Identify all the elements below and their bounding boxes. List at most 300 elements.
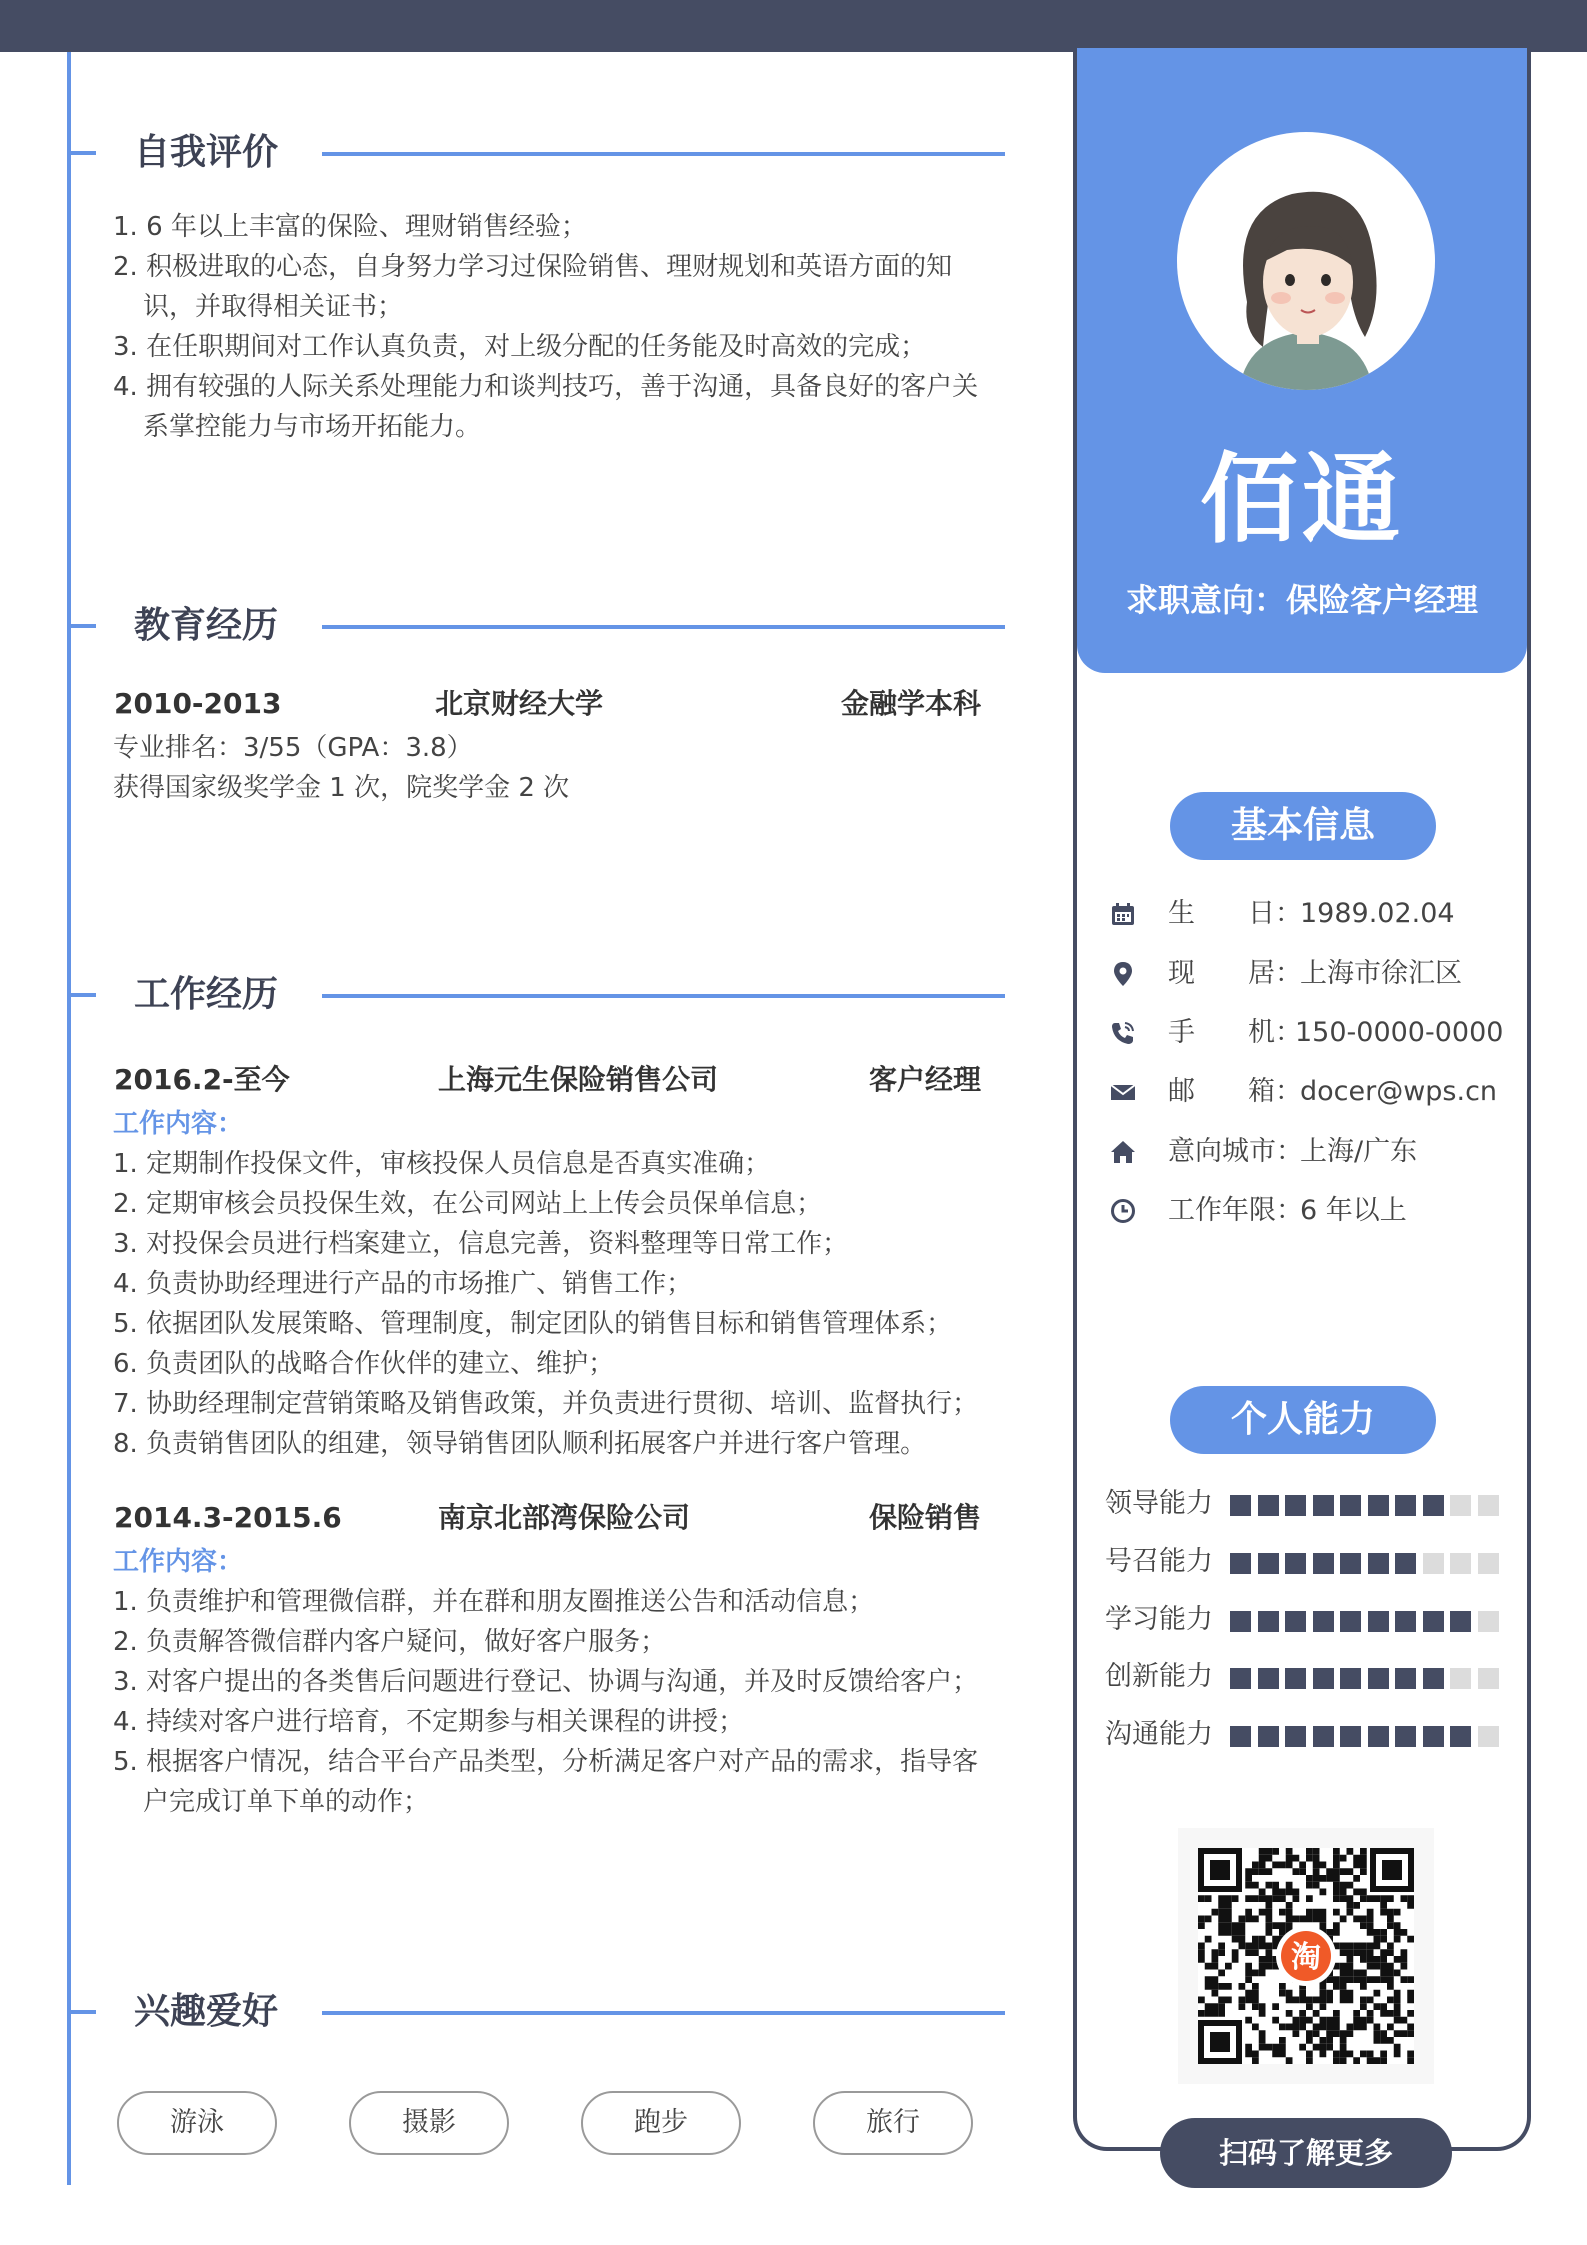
scan-more-button[interactable]: 扫码了解更多 <box>1160 2118 1452 2188</box>
qr-module <box>1252 1882 1259 1889</box>
info-value: docer@wps.cn <box>1300 1076 1498 1107</box>
qr-module <box>1394 1956 1401 1963</box>
qr-module <box>1252 2057 1259 2064</box>
hobby-tag: 旅行 <box>813 2091 973 2155</box>
qr-module <box>1252 2024 1259 2031</box>
qr-module <box>1387 1970 1394 1977</box>
top-banner <box>0 0 1587 52</box>
qr-module <box>1218 1970 1225 1977</box>
work-job-1 <box>113 1056 983 1464</box>
job-content-label: 工作内容： <box>113 1109 244 1139</box>
qr-module <box>1367 1956 1374 1963</box>
qr-module <box>1252 1943 1259 1950</box>
qr-module <box>1306 2057 1313 2064</box>
qr-module <box>1394 2003 1401 2010</box>
info-label: 意向城市： <box>1168 1136 1303 1167</box>
qr-module <box>1374 1990 1381 1997</box>
qr-module <box>1326 1929 1333 1936</box>
qr-module <box>1198 1949 1205 1956</box>
qr-module <box>1286 1862 1293 1869</box>
qr-module <box>1380 1949 1387 1956</box>
qr-module <box>1374 2037 1381 2044</box>
qr-module <box>1380 1936 1387 1943</box>
qr-module <box>1333 1929 1340 1936</box>
qr-module <box>1266 1848 1273 1855</box>
qr-module <box>1259 2010 1266 2017</box>
qr-module <box>1232 1922 1239 1929</box>
qr-module <box>1198 1916 1205 1923</box>
qr-module <box>1394 2051 1401 2058</box>
skill-level-filled <box>1313 1495 1334 1516</box>
avatar-illustration <box>1177 132 1435 390</box>
qr-module <box>1245 1916 1252 1923</box>
qr-module <box>1313 2010 1320 2017</box>
qr-module <box>1353 2057 1360 2064</box>
section-hobbies-header <box>70 1982 1005 2042</box>
qr-module <box>1299 1997 1306 2004</box>
qr-module <box>1333 1976 1340 1983</box>
qr-module <box>1401 2030 1408 2037</box>
qr-module <box>1360 1983 1367 1990</box>
qr-module <box>1394 1990 1401 1997</box>
qr-module <box>1333 1862 1340 1869</box>
qr-module <box>1232 1949 1239 1956</box>
qr-module <box>1259 2030 1266 2037</box>
qr-module <box>1313 1997 1320 2004</box>
qr-module <box>1340 1889 1347 1896</box>
skill-level-empty <box>1478 1495 1499 1516</box>
qr-module <box>1313 1868 1320 1875</box>
qr-module <box>1333 1895 1340 1902</box>
skill-level-filled <box>1230 1495 1251 1516</box>
qr-module <box>1252 2003 1259 2010</box>
info-intended-city <box>1110 1130 1530 1174</box>
qr-module <box>1394 1909 1401 1916</box>
qr-module <box>1266 1956 1273 1963</box>
qr-module <box>1239 1936 1246 1943</box>
skill-row <box>1105 1657 1505 1697</box>
qr-module <box>1266 1902 1273 1909</box>
qr-module <box>1374 2024 1381 2031</box>
qr-module <box>1313 1855 1320 1862</box>
skill-level-filled <box>1313 1668 1334 1689</box>
qr-module <box>1407 2030 1414 2037</box>
qr-module <box>1272 1848 1279 1855</box>
qr-module <box>1252 2051 1259 2058</box>
qr-module <box>1313 2024 1320 2031</box>
qr-module <box>1252 1916 1259 1923</box>
timeline-tick <box>70 624 96 628</box>
qr-module <box>1198 1956 1205 1963</box>
qr-module <box>1212 1983 1219 1990</box>
qr-module <box>1401 1949 1408 1956</box>
qr-module <box>1326 2017 1333 2024</box>
section-title: 工作经历 <box>134 974 279 1015</box>
qr-module <box>1286 1902 1293 1909</box>
qr-module <box>1360 1889 1367 1896</box>
qr-module <box>1245 1970 1252 1977</box>
info-label: 工作年限： <box>1168 1195 1303 1226</box>
list-item: 4. 负责协助经理进行产品的市场推广、销售工作； <box>113 1269 693 1299</box>
qr-module <box>1401 1956 1408 1963</box>
qr-module <box>1347 1943 1354 1950</box>
qr-module <box>1293 1916 1300 1923</box>
qr-module <box>1367 1997 1374 2004</box>
qr-module <box>1313 2044 1320 2051</box>
info-birthday <box>1110 892 1530 936</box>
qr-module <box>1279 2051 1286 2058</box>
qr-module <box>1245 1875 1252 1882</box>
qr-module <box>1407 1895 1414 1902</box>
timeline-tick <box>70 151 96 155</box>
list-item: 8. 负责销售团队的组建，领导销售团队顺利拓展客户并进行客户管理。 <box>113 1429 927 1459</box>
info-label-suffix: 箱： <box>1248 1076 1302 1107</box>
qr-module <box>1266 1882 1273 1889</box>
qr-module <box>1259 2044 1266 2051</box>
list-item: 3. 在任职期间对工作认真负责，对上级分配的任务能及时高效的完成； <box>113 332 927 362</box>
qr-module <box>1225 1963 1232 1970</box>
qr-module <box>1245 1868 1252 1875</box>
qr-module <box>1266 1868 1273 1875</box>
qr-module <box>1320 1916 1327 1923</box>
skill-level-filled <box>1423 1726 1444 1747</box>
qr-module <box>1313 1916 1320 1923</box>
skill-level-filled <box>1285 1553 1306 1574</box>
job-period: 2014.3-2015.6 <box>114 1501 342 1534</box>
qr-module <box>1286 2024 1293 2031</box>
qr-module <box>1340 1943 1347 1950</box>
qr-module <box>1320 1990 1327 1997</box>
qr-module <box>1367 1895 1374 1902</box>
qr-module <box>1360 1922 1367 1929</box>
skill-row <box>1105 1484 1505 1524</box>
list-item: 4. 拥有较强的人际关系处理能力和谈判技巧，善于沟通，具备良好的客户关系掌控能力与市场开拓能力。 <box>113 372 979 442</box>
qr-module <box>1340 2044 1347 2051</box>
qr-code[interactable] <box>1178 1828 1434 2084</box>
qr-module <box>1306 2003 1313 2010</box>
qr-module <box>1286 1909 1293 1916</box>
qr-module <box>1259 1848 1266 1855</box>
qr-module <box>1218 1909 1225 1916</box>
qr-module <box>1259 1943 1266 1950</box>
qr-module <box>1407 1936 1414 1943</box>
qr-module <box>1367 2057 1374 2064</box>
qr-module <box>1380 2037 1387 2044</box>
qr-module <box>1380 2057 1387 2064</box>
qr-module <box>1272 1895 1279 1902</box>
skill-level-filled <box>1423 1611 1444 1632</box>
qr-module <box>1380 1895 1387 1902</box>
qr-module <box>1212 1909 1219 1916</box>
skill-level-empty <box>1478 1726 1499 1747</box>
qr-module <box>1320 2037 1327 2044</box>
qr-module <box>1218 1895 1225 1902</box>
location-pin-icon <box>1110 961 1136 987</box>
qr-module <box>1293 2024 1300 2031</box>
qr-module <box>1266 1916 1273 1923</box>
qr-module <box>1320 1997 1327 2004</box>
qr-module <box>1326 2024 1333 2031</box>
qr-module <box>1279 1922 1286 1929</box>
qr-module <box>1367 2051 1374 2058</box>
qr-module <box>1266 1855 1273 1862</box>
qr-module <box>1353 1902 1360 1909</box>
qr-module <box>1279 2037 1286 2044</box>
qr-module <box>1313 1882 1320 1889</box>
qr-module <box>1380 1963 1387 1970</box>
skill-level-filled <box>1340 1553 1361 1574</box>
qr-module <box>1340 1949 1347 1956</box>
qr-module <box>1272 2044 1279 2051</box>
qr-module <box>1320 2024 1327 2031</box>
qr-module <box>1374 1936 1381 1943</box>
qr-module <box>1326 1976 1333 1983</box>
qr-module <box>1239 1997 1246 2004</box>
qr-module <box>1245 1909 1252 1916</box>
qr-module <box>1367 1916 1374 1923</box>
qr-module <box>1353 2010 1360 2017</box>
qr-module <box>1401 2017 1408 2024</box>
qr-module <box>1347 1963 1354 1970</box>
avatar <box>1177 132 1435 390</box>
qr-module <box>1205 1976 1212 1983</box>
qr-module <box>1360 1855 1367 1862</box>
qr-module <box>1320 2044 1327 2051</box>
info-label: 手 <box>1168 1017 1195 1048</box>
section-title: 自我评价 <box>134 132 279 173</box>
qr-module <box>1333 1909 1340 1916</box>
qr-module <box>1347 1949 1354 1956</box>
qr-module <box>1347 2051 1354 2058</box>
qr-module <box>1353 1970 1360 1977</box>
qr-module <box>1340 1916 1347 1923</box>
qr-module <box>1360 1970 1367 1977</box>
qr-module <box>1245 1882 1252 1889</box>
skill-level-filled <box>1258 1726 1279 1747</box>
info-value: 上海市徐汇区 <box>1300 958 1462 989</box>
qr-module <box>1360 1868 1367 1875</box>
list-item: 5. 根据客户情况，结合平台产品类型，分析满足客户对产品的需求，指导客户完成订单下单的动作； <box>113 1747 979 1817</box>
list-item: 2. 定期审核会员投保生效，在公司网站上上传会员保单信息； <box>113 1189 823 1219</box>
skill-level-filled <box>1395 1726 1416 1747</box>
info-residence <box>1110 952 1530 996</box>
qr-module <box>1374 1963 1381 1970</box>
qr-module <box>1340 2030 1347 2037</box>
skill-level-filled <box>1368 1726 1389 1747</box>
qr-module <box>1259 1909 1266 1916</box>
qr-module <box>1320 2017 1327 2024</box>
list-item: 3. 对投保会员进行档案建立，信息完善，资料整理等日常工作； <box>113 1229 849 1259</box>
qr-module <box>1218 1902 1225 1909</box>
education-content <box>113 680 983 808</box>
qr-module <box>1374 1976 1381 1983</box>
qr-module <box>1299 2024 1306 2031</box>
job-intent: 求职意向：保险客户经理 <box>1125 581 1478 619</box>
qr-module <box>1374 2057 1381 2064</box>
qr-module <box>1279 1990 1286 1997</box>
qr-module <box>1333 2057 1340 2064</box>
qr-module <box>1259 1889 1266 1896</box>
info-value: 6 年以上 <box>1300 1195 1407 1226</box>
qr-module <box>1245 1997 1252 2004</box>
qr-module <box>1313 2030 1320 2037</box>
qr-module <box>1306 1875 1313 1882</box>
qr-module <box>1340 2051 1347 2058</box>
qr-module <box>1360 2024 1367 2031</box>
skill-label: 号召能力 <box>1105 1546 1213 1577</box>
qr-module <box>1326 1997 1333 2004</box>
skill-level-filled <box>1313 1611 1334 1632</box>
qr-module <box>1279 2024 1286 2031</box>
qr-module <box>1387 1976 1394 1983</box>
qr-module <box>1212 2003 1219 2010</box>
qr-module <box>1340 1976 1347 1983</box>
qr-module <box>1380 1909 1387 1916</box>
qr-module <box>1259 1970 1266 1977</box>
work-job-2 <box>113 1494 983 1822</box>
section-divider <box>322 152 1005 156</box>
qr-module <box>1272 2003 1279 2010</box>
skill-level-filled <box>1285 1611 1306 1632</box>
qr-module <box>1380 2003 1387 2010</box>
list-item: 1. 6 年以上丰富的保险、理财销售经验； <box>113 212 587 242</box>
timeline-tick <box>70 993 96 997</box>
qr-module <box>1380 2010 1387 2017</box>
skill-level-empty <box>1478 1553 1499 1574</box>
qr-module <box>1239 1922 1246 1929</box>
section-title: 教育经历 <box>134 605 279 646</box>
info-label-suffix: 机： <box>1248 1017 1302 1048</box>
qr-module <box>1252 1983 1259 1990</box>
skill-level-filled <box>1368 1495 1389 1516</box>
qr-module <box>1286 1889 1293 1896</box>
qr-module <box>1380 1956 1387 1963</box>
qr-module <box>1306 1848 1313 1855</box>
skill-level-empty <box>1423 1553 1444 1574</box>
section-divider <box>322 2011 1005 2015</box>
qr-module <box>1380 1929 1387 1936</box>
qr-module <box>1198 1895 1205 1902</box>
qr-module <box>1380 1902 1387 1909</box>
qr-module <box>1340 1963 1347 1970</box>
qr-module <box>1401 1895 1408 1902</box>
qr-module <box>1387 1963 1394 1970</box>
qr-module <box>1347 1902 1354 1909</box>
section-education-header <box>70 596 1005 656</box>
qr-module <box>1387 1949 1394 1956</box>
qr-module <box>1218 1943 1225 1950</box>
qr-module <box>1407 1990 1414 1997</box>
hobby-tag: 跑步 <box>581 2091 741 2155</box>
job-company: 上海元生保险销售公司 <box>438 1063 719 1096</box>
qr-module <box>1367 1922 1374 1929</box>
qr-module <box>1245 1963 1252 1970</box>
qr-module <box>1198 2010 1205 2017</box>
qr-module <box>1212 1976 1219 1983</box>
skill-level-empty <box>1450 1495 1471 1516</box>
qr-module <box>1205 2010 1212 2017</box>
qr-module <box>1387 2024 1394 2031</box>
qr-module <box>1212 1956 1219 1963</box>
skill-level-filled <box>1340 1668 1361 1689</box>
job-row <box>113 1494 983 1542</box>
qr-module <box>1266 2044 1273 2051</box>
qr-module <box>1347 1956 1354 1963</box>
qr-module <box>1306 1882 1313 1889</box>
qr-module <box>1347 1895 1354 1902</box>
qr-module <box>1245 2044 1252 2051</box>
skill-level-filled <box>1395 1611 1416 1632</box>
qr-module <box>1293 1868 1300 1875</box>
qr-module <box>1360 1943 1367 1950</box>
qr-module <box>1259 2037 1266 2044</box>
qr-module <box>1387 1922 1394 1929</box>
qr-module <box>1218 1949 1225 1956</box>
qr-module <box>1279 1889 1286 1896</box>
qr-module <box>1394 1922 1401 1929</box>
qr-module <box>1212 2010 1219 2017</box>
qr-module <box>1239 2003 1246 2010</box>
qr-module <box>1347 1976 1354 1983</box>
skill-level-filled <box>1258 1611 1279 1632</box>
skill-level-filled <box>1313 1726 1334 1747</box>
qr-module <box>1245 1949 1252 1956</box>
qr-module <box>1306 2051 1313 2058</box>
qr-module <box>1347 1909 1354 1916</box>
qr-module <box>1340 1970 1347 1977</box>
qr-module <box>1239 1943 1246 1950</box>
qr-module <box>1218 2010 1225 2017</box>
job-period: 2016.2-至今 <box>114 1063 290 1096</box>
qr-module <box>1407 1976 1414 1983</box>
skill-level-filled <box>1340 1726 1361 1747</box>
list-item: 1. 负责维护和管理微信群，并在群和朋友圈推送公告和活动信息； <box>113 1587 875 1617</box>
qr-module <box>1259 1963 1266 1970</box>
qr-module <box>1374 2003 1381 2010</box>
qr-module <box>1245 2017 1252 2024</box>
qr-module <box>1387 1943 1394 1950</box>
qr-module <box>1299 1868 1306 1875</box>
qr-module <box>1313 1875 1320 1882</box>
list-item: 5. 依据团队发展策略、管理制度，制定团队的销售目标和销售管理体系； <box>113 1309 953 1339</box>
qr-module <box>1272 1862 1279 1869</box>
qr-module <box>1380 1970 1387 1977</box>
skill-level-filled <box>1395 1495 1416 1516</box>
qr-module <box>1218 1929 1225 1936</box>
qr-module <box>1387 1997 1394 2004</box>
qr-module <box>1225 1909 1232 1916</box>
qr-module <box>1367 1929 1374 1936</box>
list-item: 6. 负责团队的战略合作伙伴的建立、维护； <box>113 1349 615 1379</box>
qr-module <box>1333 1889 1340 1896</box>
qr-module <box>1306 1895 1313 1902</box>
qr-module <box>1353 1855 1360 1862</box>
job-company: 南京北部湾保险公司 <box>438 1501 691 1534</box>
qr-module <box>1380 1976 1387 1983</box>
qr-module <box>1266 1943 1273 1950</box>
qr-module <box>1353 1943 1360 1950</box>
qr-module <box>1279 1862 1286 1869</box>
qr-module <box>1279 2044 1286 2051</box>
qr-module <box>1306 2037 1313 2044</box>
qr-module <box>1212 1990 1219 1997</box>
qr-module <box>1380 2030 1387 2037</box>
qr-module <box>1306 1916 1313 1923</box>
qr-module <box>1353 1862 1360 1869</box>
qr-module <box>1347 1848 1354 1855</box>
qr-module <box>1272 2017 1279 2024</box>
skill-level-filled <box>1230 1611 1251 1632</box>
